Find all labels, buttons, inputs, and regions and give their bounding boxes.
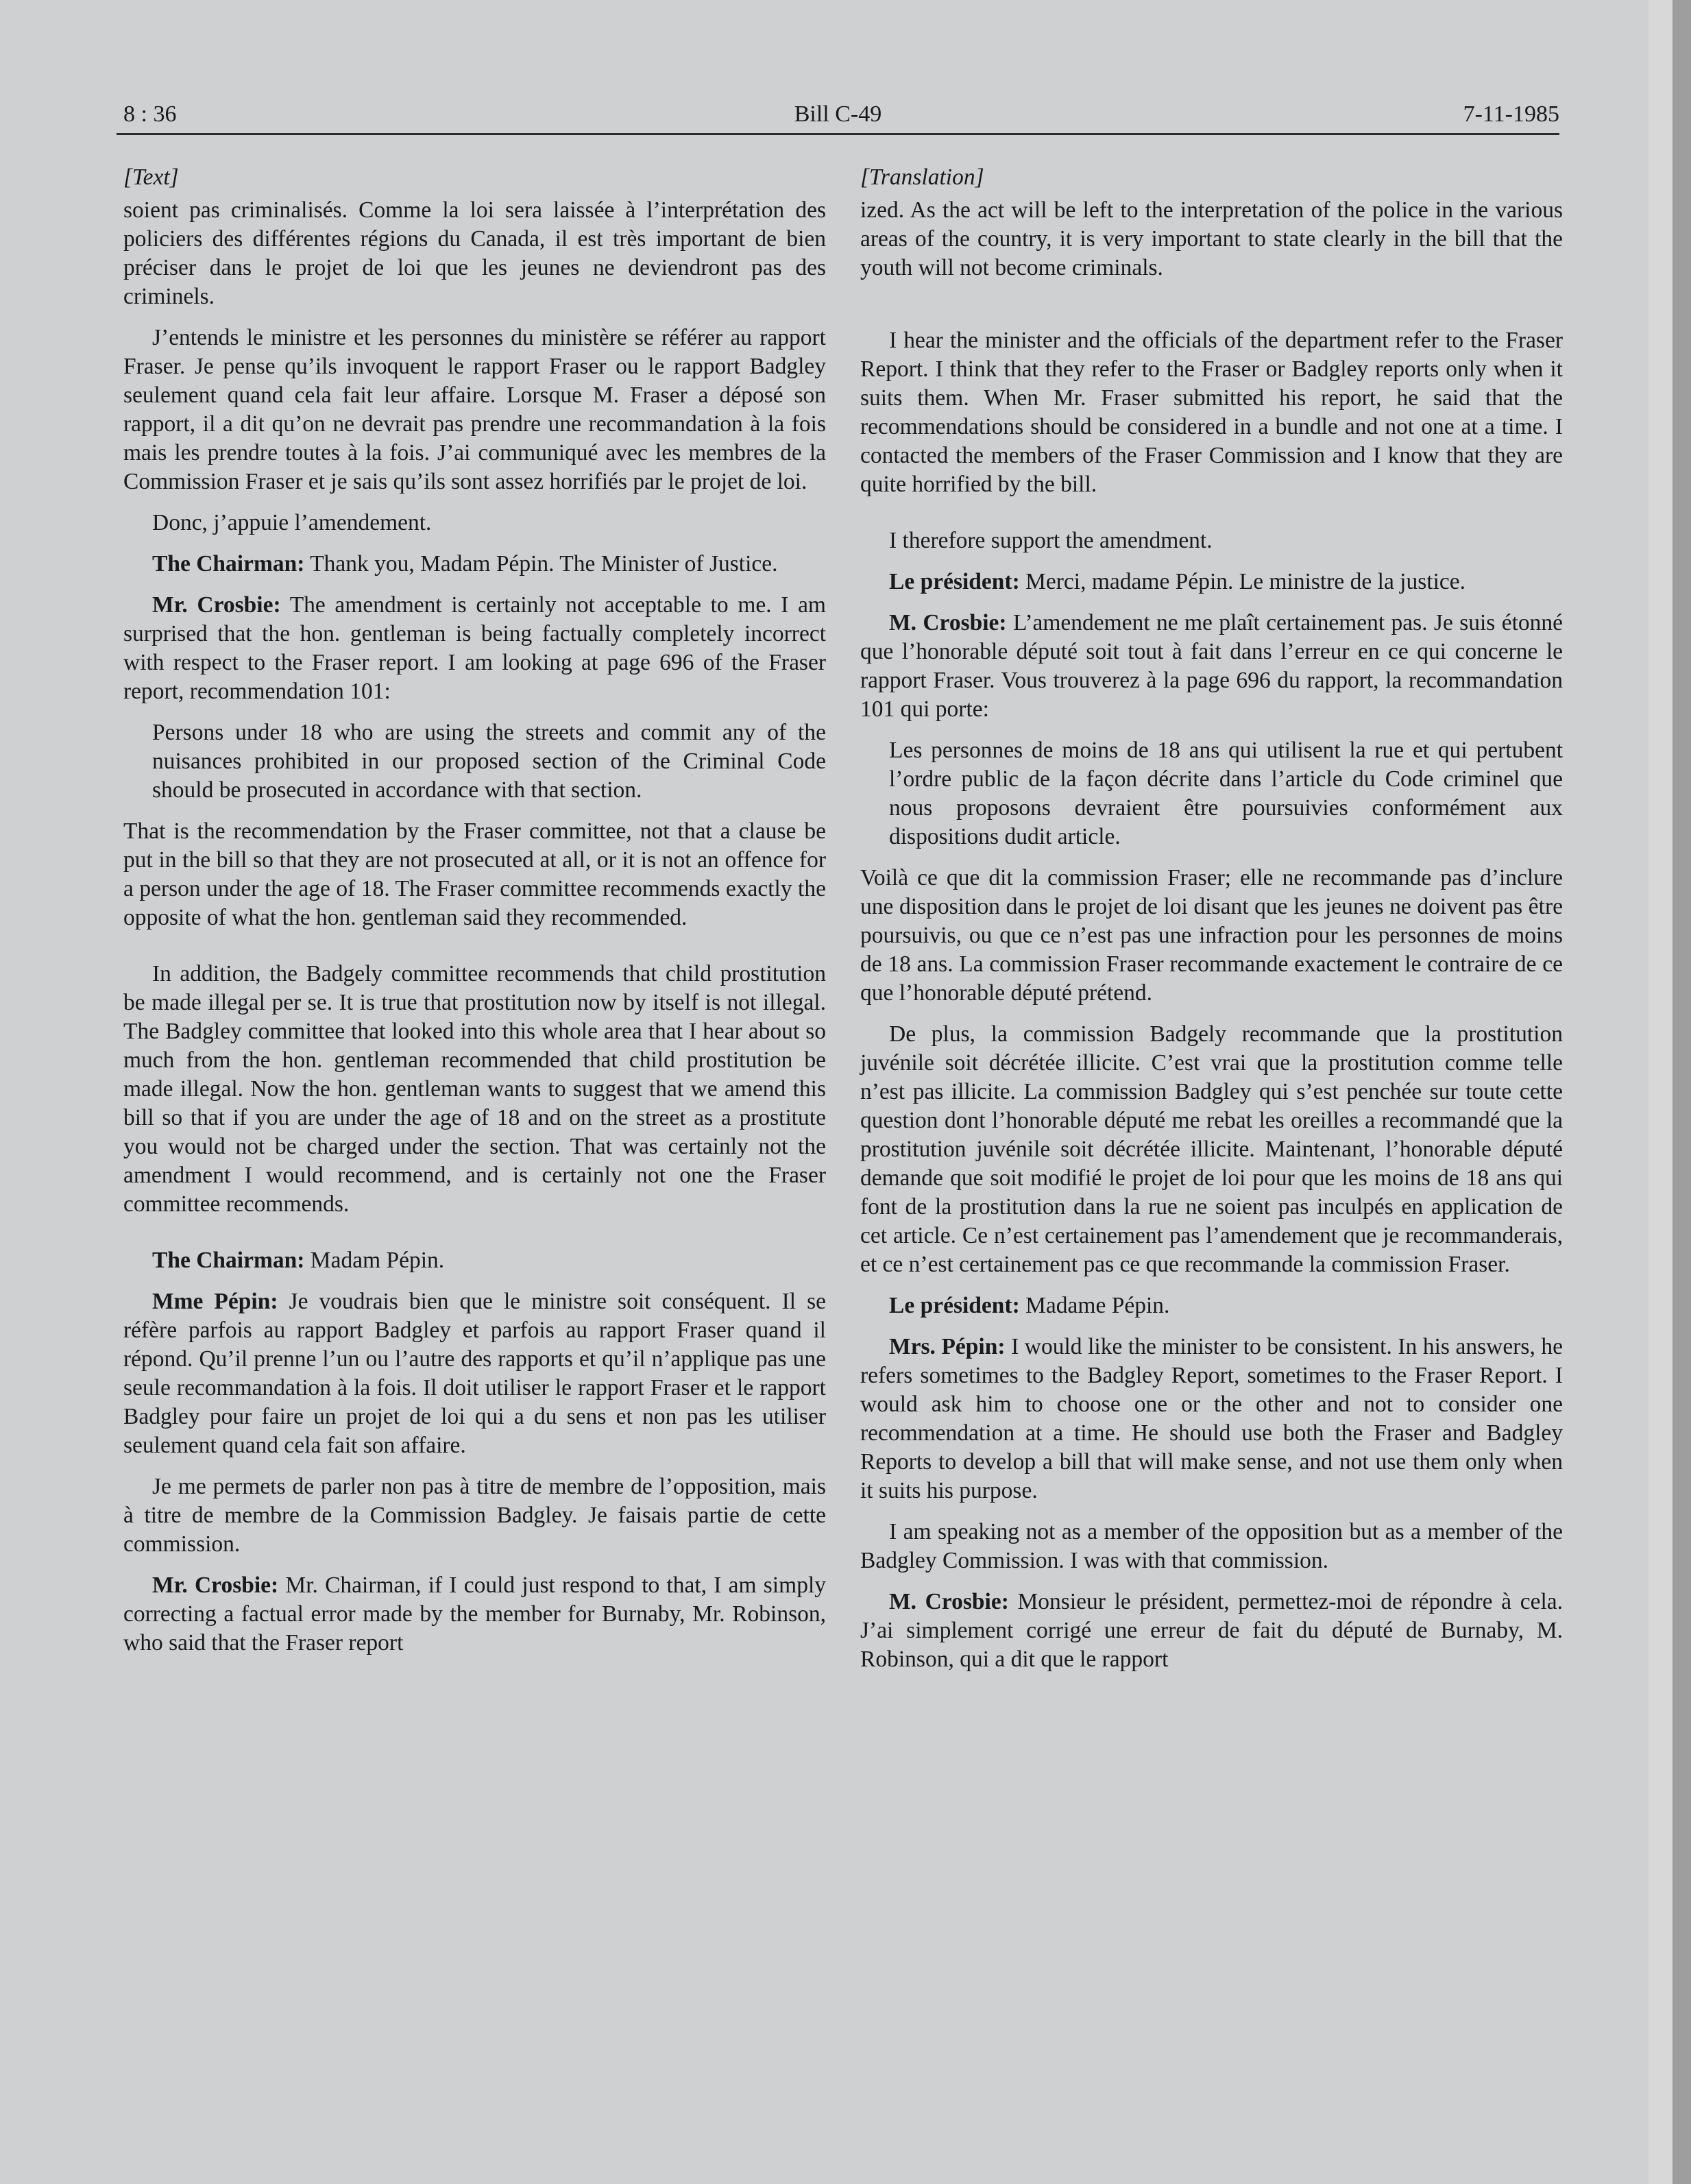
speaker-name: Le président: [889, 1293, 1020, 1318]
text-marker: [Text] [123, 165, 179, 190]
left-column-english-original [123, 163, 826, 1670]
paragraph: In addition, the Badgely committee recommends that child prostitution be made illegal per se. It is true that prostitution now by itself is not illegal. The Badgley committee that looked into this whole area that I hear about so much from the hon. gentleman recommended that child prostitution be made illegal. Now the hon. gentleman wants to suggest that we amend this bill so that if you are under the age of 18 and on the street as a prostitute you would not be charged under the section. That was certainly not the amendment I would recommend, and is certainly not one the Fraser committee recommends. [123, 961, 826, 1217]
speech-text: Merci, madame Pépin. Le ministre de la justice. [1019, 569, 1466, 594]
speech-paragraph [123, 1287, 826, 1460]
speaker-name: Mme Pépin: [152, 1289, 278, 1314]
speech-paragraph [123, 591, 826, 706]
speech-paragraph [860, 1588, 1563, 1674]
speech-text: Madame Pépin. [1019, 1293, 1170, 1318]
paragraph: I hear the minister and the officials of the department refer to the Fraser Report. I think that they refer to the Fraser or Badgley reports only when it suits them. When Mr. Fraser submitted his report, he said that the recommendations should be considered in a bundle and not one at a time. I contacted the members of the Fraser Commission and I know that they are quite horrified by the bill. [860, 328, 1563, 497]
speaker-name: Mr. Crosbie: [152, 592, 281, 618]
page-number: 8 : 36 [123, 101, 177, 127]
page-header [117, 101, 1559, 136]
speech-text: L’amendement ne me plaît certainement pas. Je suis étonné que l’honorable député soit tout à fait dans l’erreur en ce qui concerne le rapport Fraser. Vous trouverez à la page 696 du rapport, la recommandation 101 qui porte: [860, 610, 1564, 722]
speech-paragraph [123, 1246, 826, 1275]
speech-paragraph [860, 568, 1563, 596]
speech-paragraph [860, 609, 1563, 724]
paragraph: J’entends le ministre et les personnes du ministère se référer au rapport Fraser. Je pense qu’ils invoquent le rapport Fraser ou le rapport Badgley seulement quand cela fait leur affaire. Lorsque M. Fraser a déposé son rapport, il a dit qu’on ne devrait pas prendre une recommandation à la fois mais les prendre toutes à la fois. J’ai communiqué avec les membres de la Commission Fraser et je sais qu’ils sont assez horrifiés par le projet de loi. [123, 325, 826, 494]
speaker-name: The Chairman: [152, 551, 305, 577]
page-edge-shadow [1672, 0, 1691, 2184]
speech-paragraph [860, 1333, 1563, 1505]
speech-text: Monsieur le président, permettez-moi de répondre à cela. J’ai simplement corrigé une erreur de fait du député de Burnaby, M. Robinson, qui a dit que le rapport [860, 1589, 1563, 1672]
paragraph: I am speaking not as a member of the opposition but as a member of the Badgley Commission. I was with that commission. [860, 1519, 1563, 1573]
paragraph: soient pas criminalisés. Comme la loi sera laissée à l’interprétation des policiers des différentes régions du Canada, il est très important de bien préciser dans le projet de loi que les jeunes ne deviendront pas des criminels. [123, 197, 826, 309]
bill-title: Bill C-49 [794, 101, 882, 127]
paragraph: That is the recommendation by the Fraser committee, not that a clause be put in the bill so that they are not prosecuted at all, or it is not an offence for a person under the age of 18. The Fraser committee recommends exactly the opposite of what the hon. gentleman said they recommended. [123, 818, 826, 930]
speech-text: I would like the minister to be consistent. In his answers, he refers sometimes to the Badgley Report, sometimes to the Fraser Report. I would ask him to choose one or the other and not to consider one recommendation at a time. He should use both the Fraser and Badgley Reports to develop a bill that will make sense, and not use them only when it suits his purpose. [860, 1334, 1563, 1503]
speech-text: Thank you, Madam Pépin. The Minister of Justice. [304, 551, 778, 577]
paragraph: ized. As the act will be left to the interpretation of the police in the various areas of the country, it is very important to state clearly in the bill that the youth will not become criminals. [860, 197, 1563, 280]
speech-text: The amendment is certainly not acceptable to me. I am surprised that the hon. gentleman is being factually completely incorrect with respect to the Fraser report. I am looking at page 696 of the Fraser report, recommendation 101: [123, 592, 826, 704]
paragraph: Je me permets de parler non pas à titre de membre de l’opposition, mais à titre de membre de la Commission Badgley. Je faisais partie de cette commission. [123, 1474, 826, 1557]
header-rule [117, 133, 1559, 135]
speech-text: Madam Pépin. [304, 1248, 445, 1273]
paragraph: Donc, j’appuie l’amendement. [152, 510, 432, 535]
paragraph: De plus, la commission Badgely recommande que la prostitution juvénile soit décrétée illicite. C’est vrai que la prostitution comme telle n’est pas illicite. La commission Badgley qui s’est penchée sur toute cette question dont l’honorable député me rebat les oreilles a recommandé que la prostitution juvénile soit décrétée illicite. Maintenant, l’honorable député demande que soit modifié le projet de loi pour que les moins de 18 ans qui font de la prostitution dans la rue ne soient pas inculpés en application de cet article. Ce n’est certainement pas l’amendement que je recommanderais, et ce n’est certainement pas ce que recommande la commission Fraser. [860, 1021, 1563, 1277]
right-column-translation [860, 163, 1563, 1686]
speaker-name: The Chairman: [152, 1248, 305, 1273]
paragraph: Voilà ce que dit la commission Fraser; elle ne recommande pas d’inclure une disposition dans le projet de loi disant que les jeunes ne doivent pas être poursuivis, ou que ce n’est pas une infraction pour les personnes de moins de 18 ans. La commission Fraser recommande exactement le contraire de ce que l’honorable député prétend. [860, 865, 1563, 1006]
speech-paragraph [123, 550, 826, 579]
header-date: 7-11-1985 [1463, 101, 1559, 127]
speech-paragraph [860, 1291, 1563, 1320]
speaker-name: Mrs. Pépin: [889, 1334, 1006, 1359]
translation-marker: [Translation] [860, 165, 984, 190]
speech-paragraph [123, 1571, 826, 1658]
speech-text: Mr. Chairman, if I could just respond to that, I am simply correcting a factual error made by the member for Burnaby, Mr. Robinson, who said that the Fraser report [123, 1573, 826, 1655]
speech-text: Je voudrais bien que le ministre soit conséquent. Il se réfère parfois au rapport Badgley et parfois au rapport Fraser quand il répond. Qu’il prenne l’un ou l’autre des rapports et qu’il n’applique pas une seule recommandation à la fois. Il doit utiliser le rapport Fraser et le rapport Badgley pour faire un projet de loi qui a du sens et non pas les utiliser seulement quand cela fait son affaire. [123, 1289, 827, 1458]
speaker-name: Mr. Crosbie: [152, 1573, 279, 1598]
speaker-name: M. Crosbie: [889, 610, 1007, 635]
speaker-name: Le président: [889, 569, 1020, 594]
block-quote: Persons under 18 who are using the streets and commit any of the nuisances prohibited in our proposed section of the Criminal Code should be prosecuted in accordance with that section. [152, 720, 826, 803]
paragraph: I therefore support the amendment. [889, 528, 1213, 553]
block-quote: Les personnes de moins de 18 ans qui utilisent la rue et qui pertubent l’ordre public de la façon décrite dans l’article du Code criminel que nous proposons devraient être poursuivies conformément aux dispositions dudit article. [889, 738, 1563, 849]
speaker-name: M. Crosbie: [889, 1589, 1009, 1614]
